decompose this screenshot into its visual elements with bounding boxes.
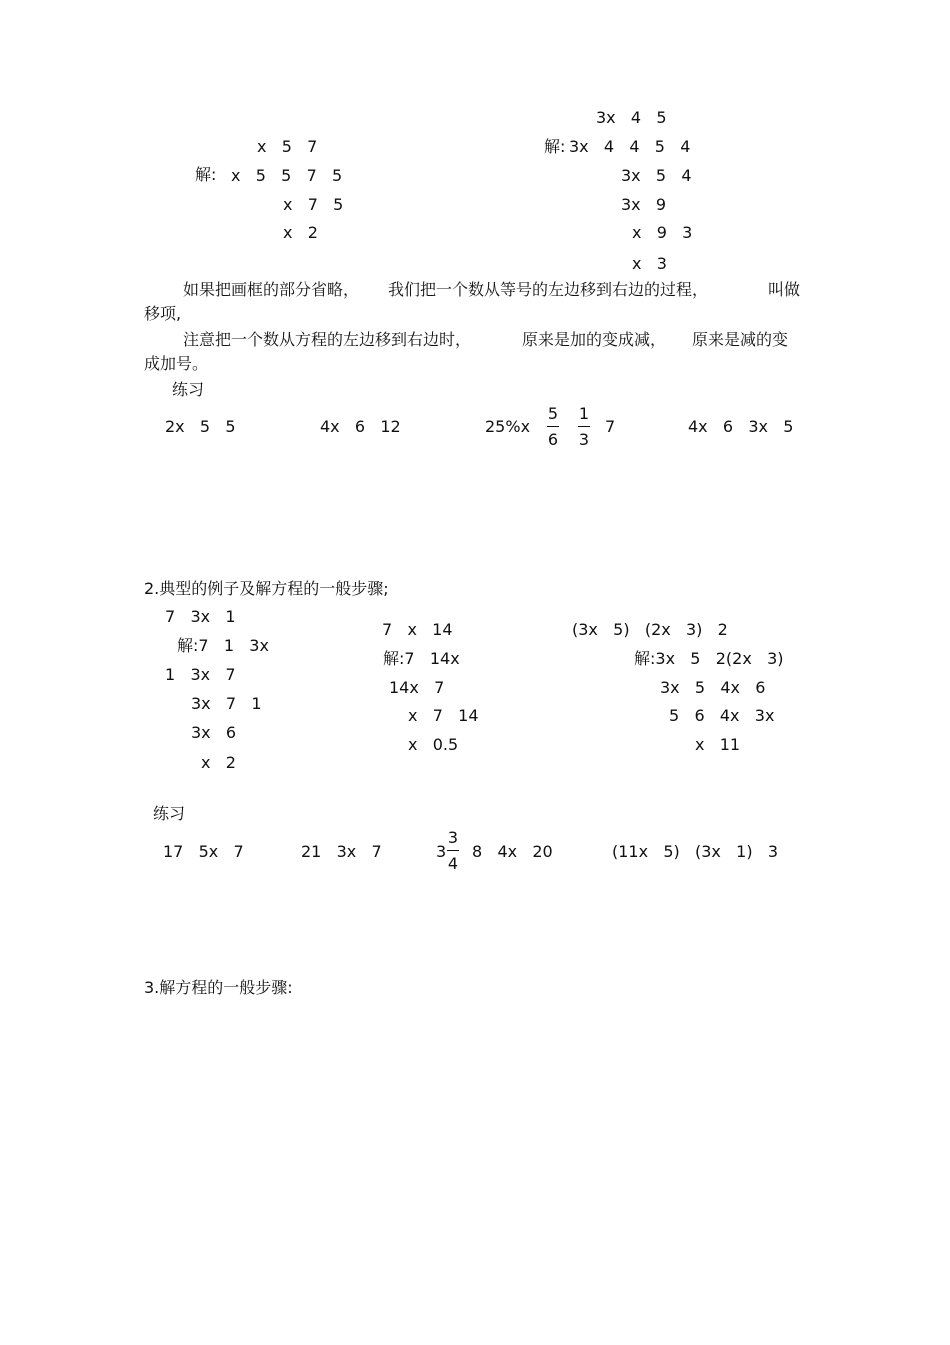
- example1-right-step3: 3x 9: [621, 195, 667, 214]
- fraction-numerator: 5: [547, 404, 559, 423]
- section2-col2-solve: 解:7 14x: [383, 649, 460, 668]
- section2-col3-solve: 解:3x 5 2(2x 3): [634, 649, 784, 668]
- example1-left-equation: x 5 7: [257, 137, 318, 156]
- practice2-q4: (11x 5) (3x 1) 3: [612, 842, 779, 861]
- section2-col1-step4: x 2: [201, 753, 236, 772]
- practice2-title: 练习: [153, 804, 186, 823]
- example1-right-step5: x 3: [632, 254, 667, 273]
- practice1-q3-prefix: 25%x: [485, 417, 531, 436]
- section2-col1-step1: 1 3x 7: [165, 665, 236, 684]
- example1-left-step1: x 5 5 7 5: [231, 166, 343, 185]
- fraction-denominator: 6: [547, 430, 559, 449]
- fraction-bar: [578, 426, 590, 427]
- fraction-numerator: 3: [447, 828, 459, 847]
- practice2-q2: 21 3x 7: [301, 842, 382, 861]
- example1-right-step1: 3x 4 4 5 4: [569, 137, 691, 156]
- section2-col3-step1: 3x 5 4x 6: [660, 678, 766, 697]
- example1-left-step2: x 7 5: [283, 195, 344, 214]
- example1-left-step3: x 2: [283, 223, 318, 242]
- section2-col2-step2: x 7 14: [408, 706, 479, 725]
- fraction-numerator: 1: [578, 404, 590, 423]
- practice1-q3-fraction2: [577, 404, 591, 454]
- practice2-q3-fraction: [446, 828, 460, 878]
- explanation-line1-c: 叫做: [768, 280, 801, 299]
- fraction-bar: [447, 850, 459, 851]
- section2-col1-step3: 3x 6: [191, 723, 237, 742]
- example1-right-equation: 3x 4 5: [596, 108, 667, 127]
- explanation-line4: 成加号。: [144, 354, 209, 373]
- practice2-q1: 17 5x 7: [163, 842, 244, 861]
- fraction-denominator: 3: [578, 430, 590, 449]
- section2-col3-equation: (3x 5) (2x 3) 2: [572, 620, 728, 639]
- section3-heading: 3.解方程的一般步骤:: [144, 978, 293, 997]
- practice1-q3-suffix: 7: [605, 417, 616, 436]
- section2-col1-step2: 3x 7 1: [191, 694, 262, 713]
- section2-col2-equation: 7 x 14: [382, 620, 453, 639]
- fraction-bar: [547, 426, 559, 427]
- practice1-q3-fraction1: [546, 404, 560, 454]
- section2-col1-equation: 7 3x 1: [165, 607, 236, 626]
- practice2-q3-whole: 3: [436, 842, 447, 861]
- practice1-title: 练习: [172, 380, 205, 399]
- practice1-q4: 4x 6 3x 5: [688, 417, 794, 436]
- explanation-line2: 移项,: [144, 304, 182, 323]
- example1-right-step4: x 9 3: [632, 223, 693, 242]
- practice2-q3-rest: 8 4x 20: [472, 842, 553, 861]
- explanation-line1-a: 如果把画框的部分省略，: [183, 280, 360, 299]
- example1-right-solve-label: 解:: [544, 137, 566, 156]
- practice1-q2: 4x 6 12: [320, 417, 401, 436]
- section2-col1-solve: 解:7 1 3x: [177, 636, 269, 655]
- explanation-line3-c: 原来是减的变: [692, 330, 789, 349]
- section2-col3-step3: x 11: [695, 735, 741, 754]
- section2-col2-step1: 14x 7: [389, 678, 445, 697]
- fraction-denominator: 4: [447, 854, 459, 873]
- example1-right-step2: 3x 5 4: [621, 166, 692, 185]
- explanation-line3-b: 原来是加的变成减，: [522, 330, 667, 349]
- section2-heading: 2.典型的例子及解方程的一般步骤;: [144, 579, 389, 598]
- section2-col2-step3: x 0.5: [408, 735, 459, 754]
- practice1-q1: 2x 5 5: [165, 417, 236, 436]
- explanation-line1-b: 我们把一个数从等号的左边移到右边的过程，: [388, 280, 709, 299]
- explanation-line3-a: 注意把一个数从方程的左边移到右边时，: [183, 330, 472, 349]
- section2-col3-step2: 5 6 4x 3x: [669, 706, 775, 725]
- example1-left-solve-label: 解:: [195, 165, 217, 184]
